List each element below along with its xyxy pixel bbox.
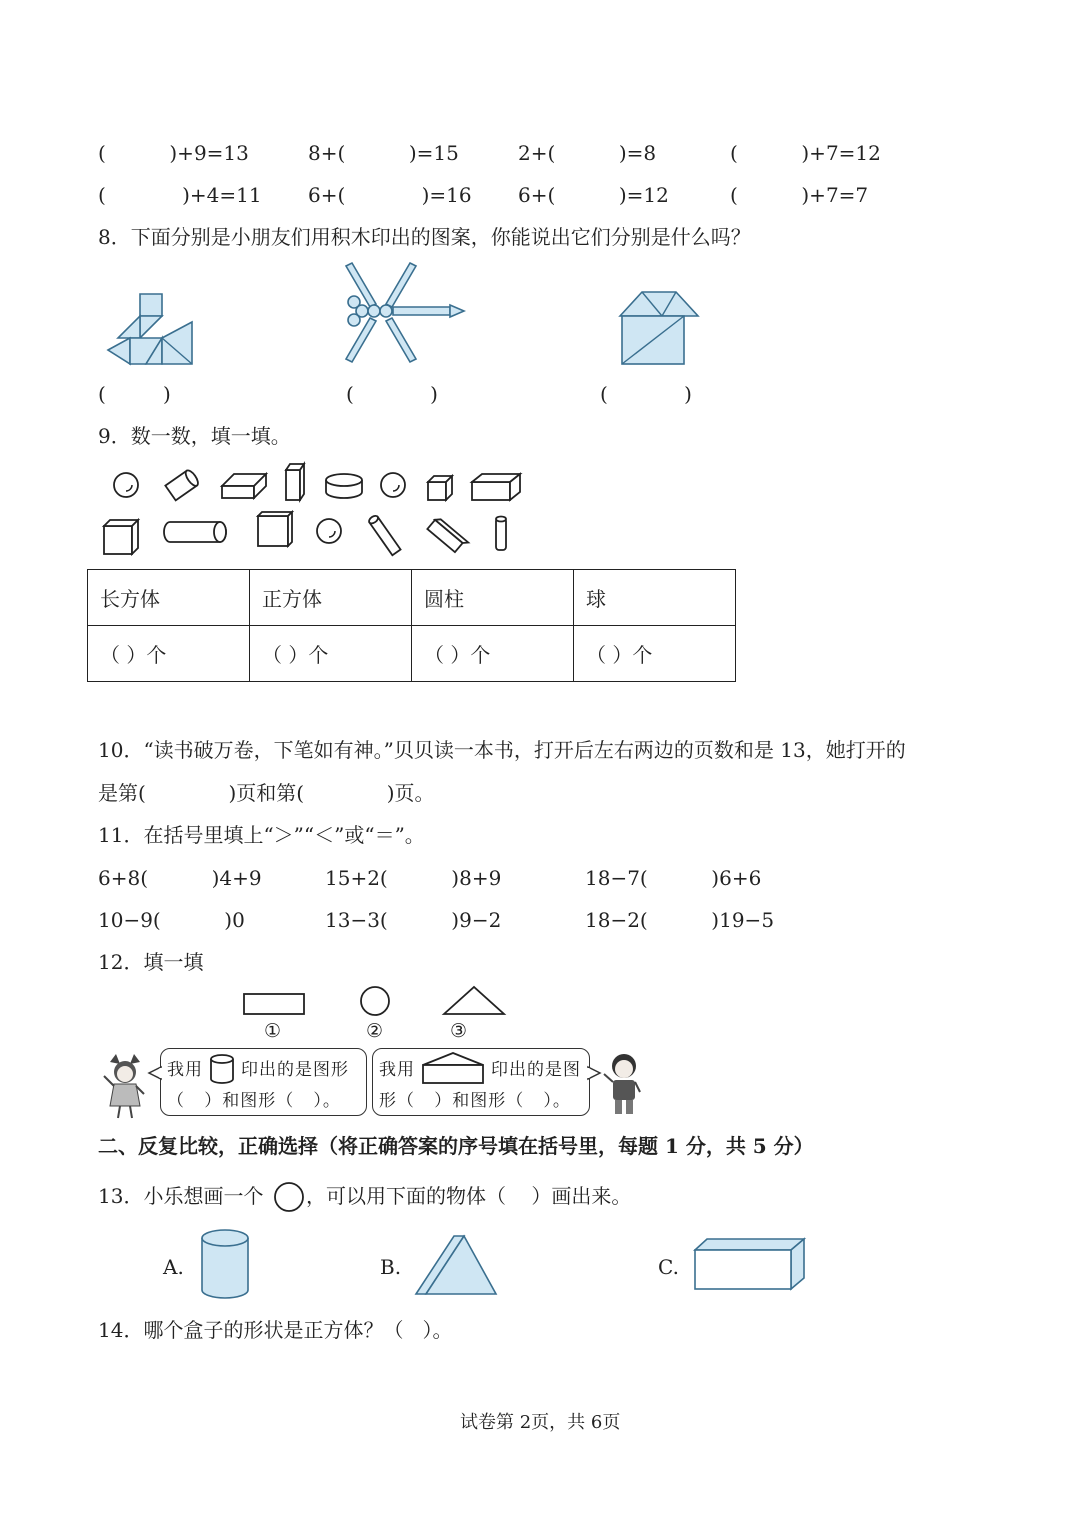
boy-illustration [600,1050,644,1118]
fish-bone-pattern [340,260,470,370]
q7-eq-7: 6+( )=12 [518,183,669,207]
q7-eq-4: ( )+7=12 [730,141,881,165]
q11-cmp-4: 10−9( )0 [98,908,245,932]
q11-cmp-5: 13−3( )9−2 [325,908,502,932]
bubble-right-text-2: 印出的是图 [491,1060,581,1080]
q8-answer-3[interactable]: ( ) [600,382,692,406]
section-2-title: 二、反复比较，正确选择（将正确答案的序号填在括号里，每题 1 分，共 5 分） [98,1134,814,1158]
bubble-right-text-3[interactable]: 形（ ）和图形（ ）。 [379,1091,571,1111]
q9-question: 9．数一数，填一填。 [98,424,291,448]
q11-cmp-3: 18−7( )6+6 [585,866,762,890]
swan-pattern [100,290,200,370]
q8-answer-2[interactable]: ( ) [346,382,438,406]
q11-cmp-6: 18−2( )19−5 [585,908,775,932]
bubble-left-text-2: 印出的是图形 [241,1060,349,1080]
q7-eq-2: 8+( )=15 [308,141,459,165]
q8-answer-1[interactable]: ( ) [98,382,171,406]
bubble-right-text-1: 我用 [379,1060,415,1080]
q7-eq-8: ( )+7=7 [730,183,869,207]
q10-line-1: 10．“读书破万卷，下笔如有神。”贝贝读一本书，打开后左右两边的页数和是 13，她打开的 [98,738,906,762]
bubble-right-tail [587,1066,601,1080]
table-answer-cuboid[interactable]: （ ）个 [88,626,250,682]
speech-bubble-right [372,1048,590,1116]
q12-question: 12．填一填 [98,950,204,974]
q11-question: 11．在括号里填上“＞”“＜”或“＝”。 [98,823,425,847]
house-shape-icon [421,1051,485,1085]
bubble-left-text-3[interactable]: （ ）和图形（ ）。 [167,1091,341,1111]
q11-cmp-1: 6+8( )4+9 [98,866,262,890]
q12-shapes [240,984,510,1019]
table-answer-cylinder[interactable]: （ ）个 [412,626,574,682]
table-answer-cube[interactable]: （ ）个 [250,626,412,682]
bubble-left-text-1: 我用 [167,1060,203,1080]
q10-line-2: 是第( )页和第( )页。 [98,781,435,805]
house-pattern [618,288,700,368]
table-header-cube: 正方体 [250,570,412,626]
q11-cmp-2: 15+2( )8+9 [325,866,502,890]
table-header-cuboid: 长方体 [88,570,250,626]
option-a-cylinder[interactable] [198,1228,252,1300]
page-footer: 试卷第 2页，共 6页 [460,1412,621,1433]
q7-eq-6: 6+( )=16 [308,183,472,207]
shape-label-3: ③ [450,1020,468,1042]
solid-figures [100,460,530,560]
option-c-label[interactable]: C. [658,1255,679,1279]
cylinder-icon [209,1053,235,1085]
shape-label-1: ① [264,1020,282,1042]
option-b-prism[interactable] [414,1234,498,1298]
bubble-left-tail [148,1066,162,1080]
q7-eq-1: ( )+9=13 [98,141,249,165]
girl-illustration [100,1054,150,1120]
option-a-label[interactable]: A. [163,1255,184,1279]
table-header-sphere: 球 [574,570,736,626]
q13-text-after: ，可以用下面的物体（ ）画出来。 [306,1184,632,1208]
table-answer-sphere[interactable]: （ ）个 [574,626,736,682]
q8-question: 8．下面分别是小朋友们用积木印出的图案，你能说出它们分别是什么吗？ [98,225,751,249]
option-b-label[interactable]: B. [380,1255,402,1279]
option-c-cuboid[interactable] [692,1236,808,1292]
circle-icon [272,1180,306,1214]
count-table [87,569,736,682]
q7-eq-5: ( )+4=11 [98,183,262,207]
q13-text-before: 13．小乐想画一个 [98,1184,264,1208]
q7-eq-3: 2+( )=8 [518,141,657,165]
shape-label-2: ② [366,1020,384,1042]
speech-bubble-left [160,1048,367,1116]
table-header-cylinder: 圆柱 [412,570,574,626]
q14-question: 14．哪个盒子的形状是正方体？（ ）。 [98,1318,453,1342]
